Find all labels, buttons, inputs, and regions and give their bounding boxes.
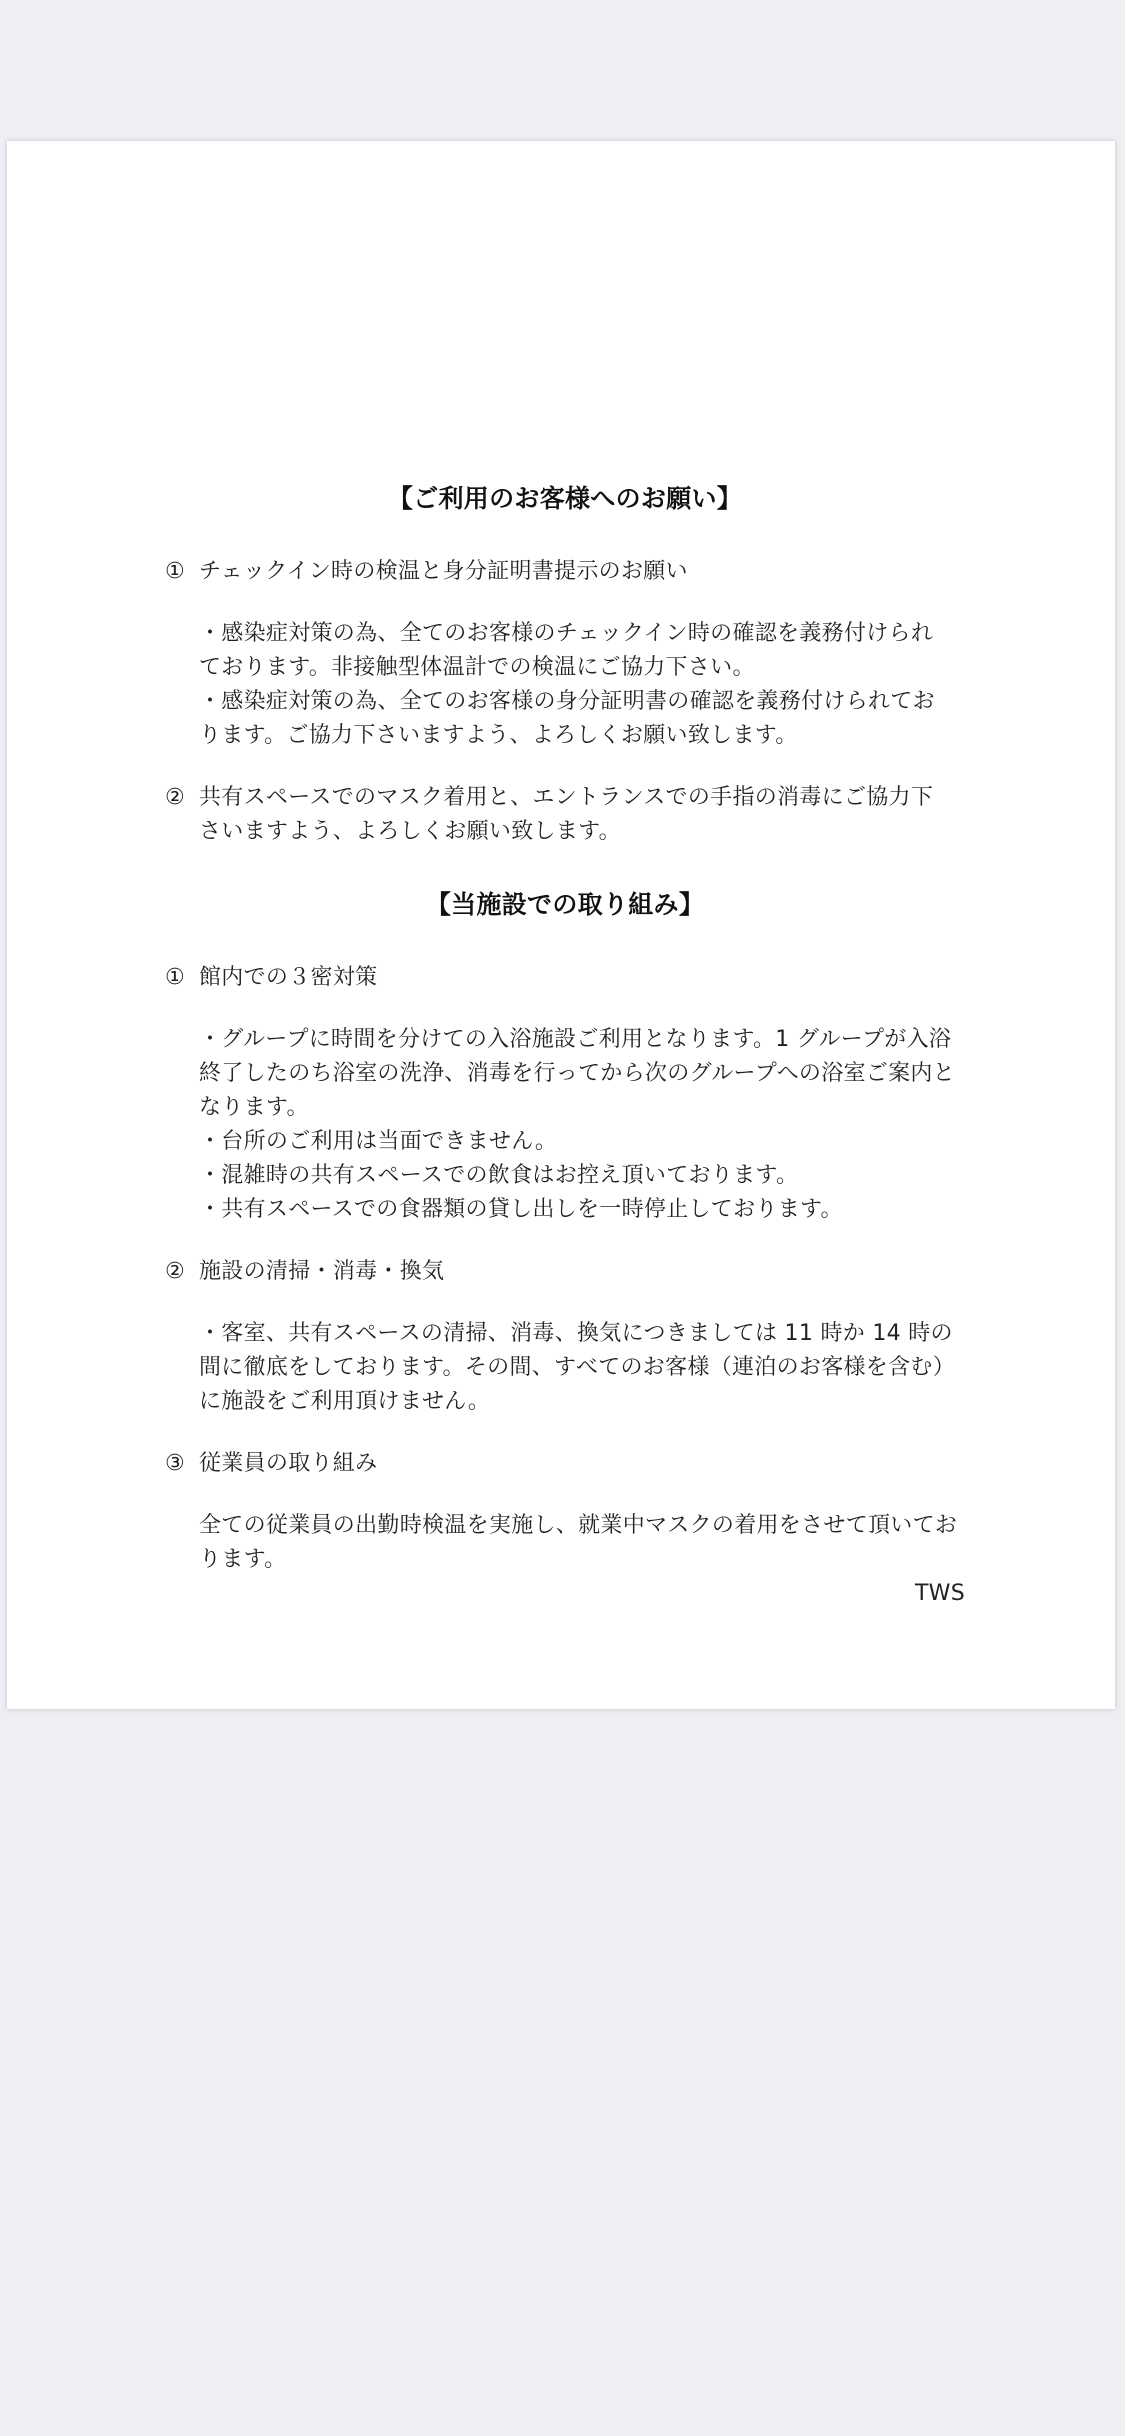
item-body <box>165 1023 965 1227</box>
measure-item-3 <box>165 1447 965 1481</box>
measure-item-2 <box>165 1255 965 1289</box>
item-body <box>165 1317 965 1419</box>
body-line: ・共有スペースでの食器類の貸し出しを一時停止しております。 <box>199 1197 843 1222</box>
signature: TWS <box>914 1581 965 1606</box>
section-heading-request: 【ご利用のお客様へのお願い】 <box>387 484 743 513</box>
body-line: ております。非接触型体温計での検温にご協力下さい。 <box>199 655 755 680</box>
body-line: ・混雑時の共有スペースでの飲食はお控え頂いております。 <box>199 1163 799 1188</box>
body-line: ・感染症対策の為、全てのお客様の身分証明書の確認を義務付けられてお <box>199 689 935 714</box>
item-title: 館内での３密対策 <box>199 965 378 990</box>
item-title: 施設の清掃・消毒・換気 <box>199 1259 445 1284</box>
body-line: ・グループに時間を分けての入浴施設ご利用となります。1 グループが入浴 <box>199 1027 952 1052</box>
body-line: なります。 <box>199 1095 309 1120</box>
request-item-2 <box>165 781 965 849</box>
item-number: ① <box>165 965 186 990</box>
item-number: ② <box>165 1259 186 1284</box>
item-number: ② <box>165 785 186 810</box>
body-line: ・感染症対策の為、全てのお客様のチェックイン時の確認を義務付けられ <box>199 621 934 646</box>
body-line: 間に徹底をしております。その間、すべてのお客様（連泊のお客様を含む） <box>199 1355 956 1380</box>
request-item-1 <box>165 555 965 589</box>
body-line: 終了したのち浴室の洗浄、消毒を行ってから次のグループへの浴室ご案内と <box>199 1061 956 1086</box>
body-line: ります。 <box>199 1547 287 1572</box>
body-line: ります。ご協力下さいますよう、よろしくお願い致します。 <box>199 723 798 748</box>
item-number: ① <box>165 559 186 584</box>
body-line: 全ての従業員の出勤時検温を実施し、就業中マスクの着用をさせて頂いてお <box>199 1513 958 1538</box>
section-heading-measures: 【当施設での取り組み】 <box>425 890 705 919</box>
item-title <box>199 781 965 849</box>
document-page <box>7 141 1115 1709</box>
item-number: ③ <box>165 1451 186 1476</box>
title-line: 共有スペースでのマスク着用と、エントランスでの手指の消毒にご協力下 <box>199 785 934 810</box>
item-body <box>165 617 965 753</box>
body-line: に施設をご利用頂けません。 <box>199 1389 491 1414</box>
document-content <box>165 471 965 1611</box>
title-line: さいますよう、よろしくお願い致します。 <box>199 819 621 844</box>
item-title: 従業員の取り組み <box>199 1451 378 1476</box>
body-line: ・台所のご利用は当面できません。 <box>199 1129 558 1154</box>
body-line: ・客室、共有スペースの清掃、消毒、換気につきましては 11 時か 14 時の <box>199 1321 953 1346</box>
item-body <box>165 1509 965 1577</box>
item-title: チェックイン時の検温と身分証明書提示のお願い <box>199 559 688 584</box>
measure-item-1 <box>165 961 965 995</box>
